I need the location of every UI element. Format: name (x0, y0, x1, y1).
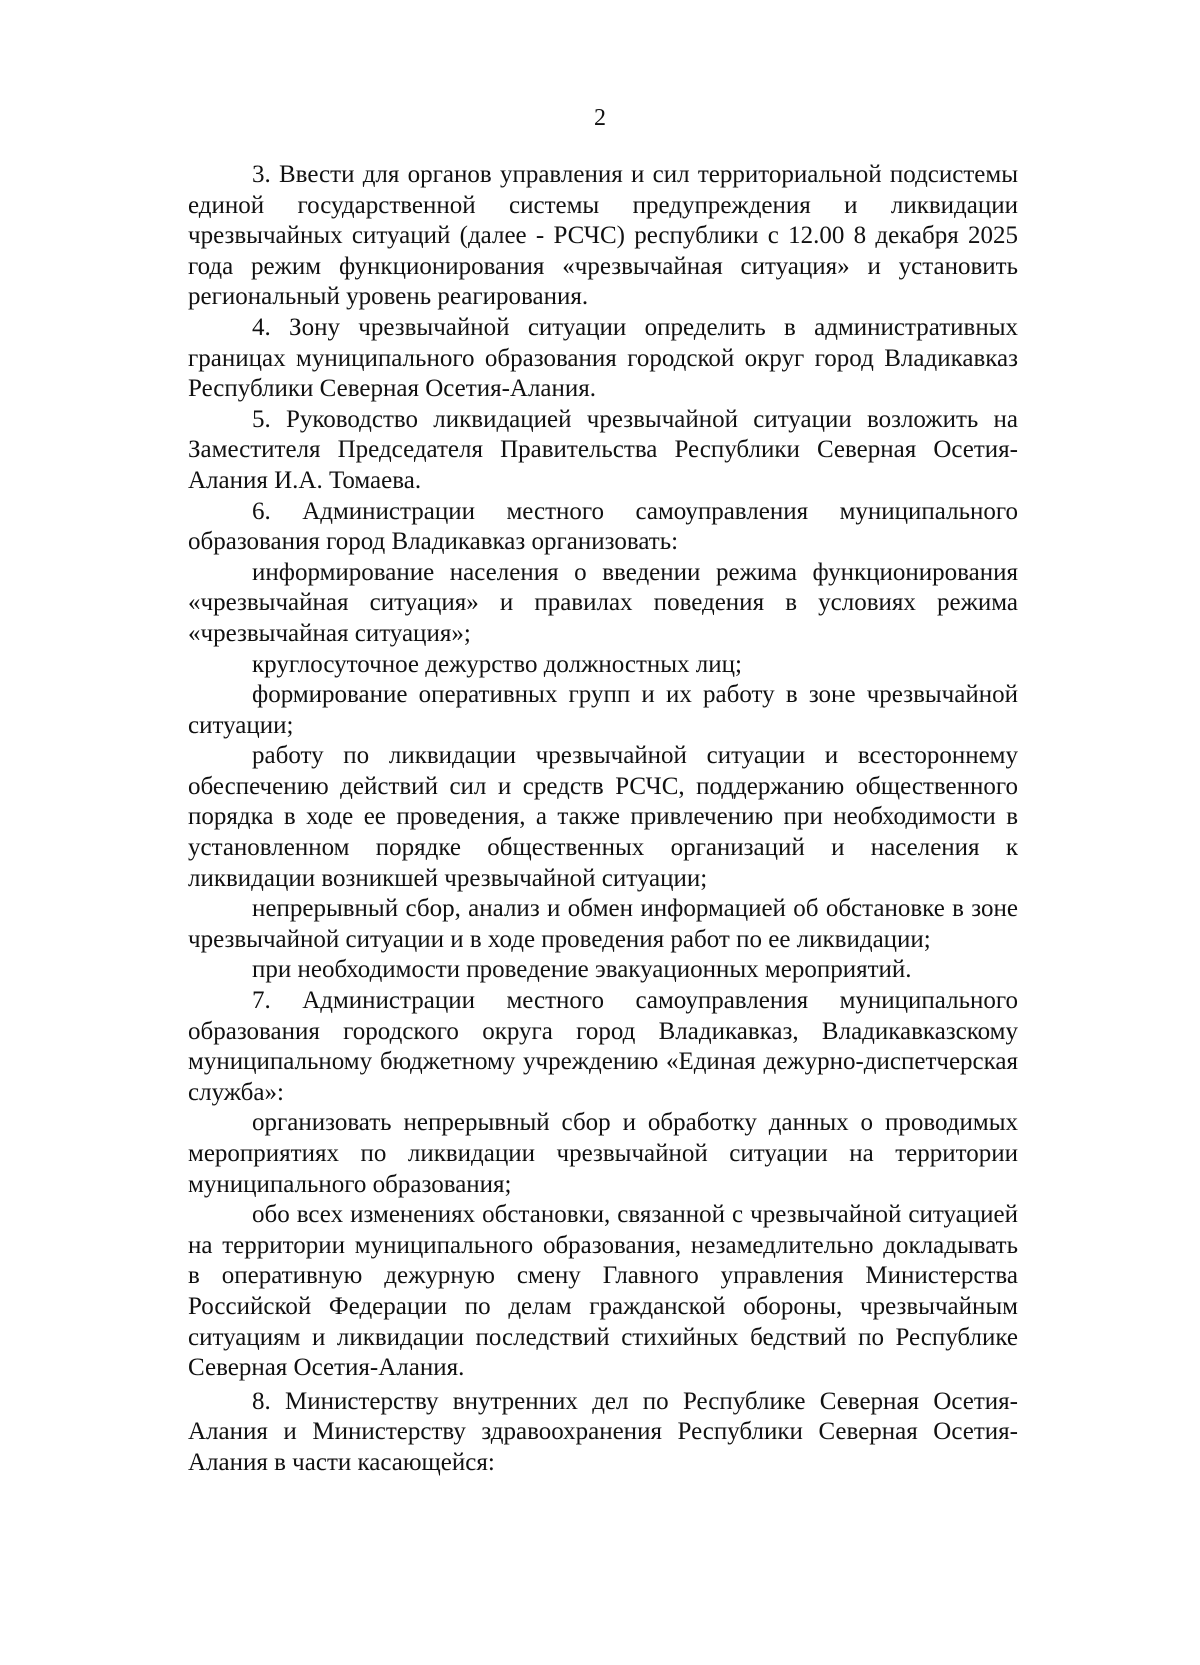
paragraph-8: 8. Министерству внутренних дел по Республике Северная Осетия-Алания и Министерству здравоохранения Республики Северная Осетия-Алания в части касающейся: (188, 1387, 1018, 1476)
paragraph-7-item-1: организовать непрерывный сбор и обработку данных о проводимых мероприятиях по ликвидации чрезвычайной ситуации на территории муниципального образования; (188, 1109, 1018, 1198)
paragraph-6-item-5: непрерывный сбор, анализ и обмен информацией об обстановке в зоне чрезвычайной ситуации и в ходе проведения работ по ее ликвидации; (188, 895, 1018, 953)
paragraph-7-item-2: обо всех изменениях обстановки, связанной с чрезвычайной ситуацией на территории муниципального образования, незамедлительно докладывать в оперативную дежурную смену Главного управления Министерства Российской Федерации по делам гражданской обороны, чрезвычайным ситуациям и ликвидации последствий стихийных бедствий по Республике Северная Осетия-Алания. (188, 1201, 1018, 1382)
paragraph-3: 3. Ввести для органов управления и сил территориальной подсистемы единой государственной системы предупреждения и ликвидации чрезвычайных ситуаций (далее - РСЧС) республики с 12.00 8 декабря 2025 года режим функционирования «чрезвычайная ситуация» и установить региональный уровень реагирования. (188, 161, 1018, 311)
paragraph-6-item-3: формирование оперативных групп и их работу в зоне чрезвычайной ситуации; (188, 681, 1018, 739)
paragraph-5: 5. Руководство ликвидацией чрезвычайной ситуации возложить на Заместителя Председателя Правительства Республики Северная Осетия-Алания И.А. Томаева. (188, 405, 1018, 494)
paragraph-7: 7. Администрации местного самоуправления муниципального образования городского округа город Владикавказ, Владикавказскому муниципальному бюджетному учреждению «Единая дежурно-диспетчерская служба»: (188, 987, 1018, 1106)
paragraph-6-item-1: информирование населения о введении режима функционирования «чрезвычайная ситуация» и правилах поведения в условиях режима «чрезвычайная ситуация»; (188, 558, 1018, 647)
paragraph-4: 4. Зону чрезвычайной ситуации определить в административных границах муниципального образования городской округ город Владикавказ Республики Северная Осетия-Алания. (188, 313, 1018, 403)
paragraph-6-item-2: круглосуточное дежурство должностных лиц; (252, 650, 742, 678)
document-body (188, 160, 1018, 1479)
paragraph-6: 6. Администрации местного самоуправления муниципального образования город Владикавказ организовать: (188, 497, 1018, 556)
paragraph-6-item-4: работу по ликвидации чрезвычайной ситуации и всестороннему обеспечению действий сил и средств РСЧС, поддержанию общественного порядка в ходе ее проведения, а также привлечению при необходимости в установленном порядке общественных организаций и населения к ликвидации возникшей чрезвычайной ситуации; (188, 742, 1018, 892)
page-number: 2 (594, 105, 606, 131)
paragraph-6-item-6: при необходимости проведение эвакуационных мероприятий. (252, 956, 912, 984)
